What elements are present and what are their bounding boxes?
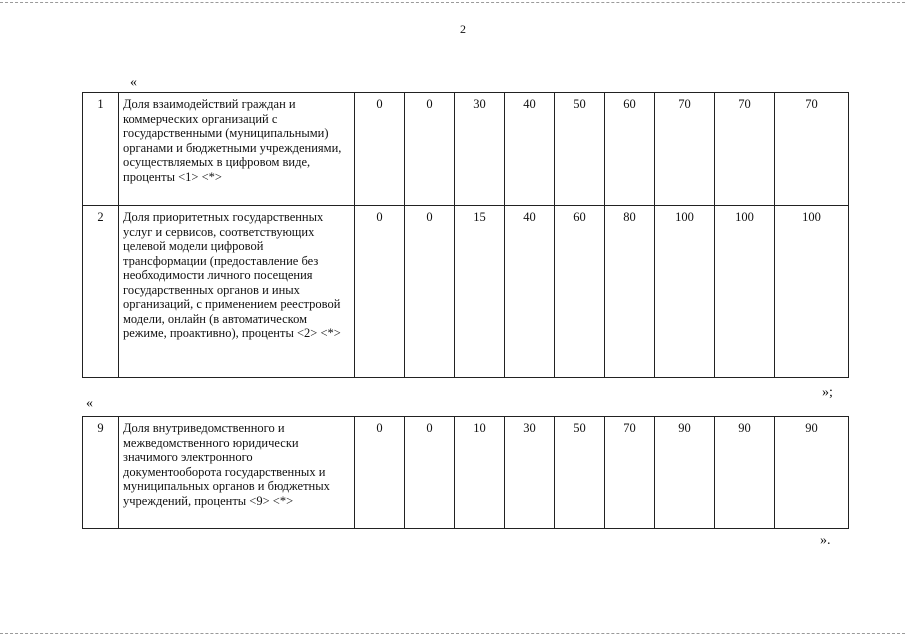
value-cell: 100 (655, 206, 715, 378)
value-cell: 0 (405, 93, 455, 206)
value-cell: 15 (455, 206, 505, 378)
value-cell: 60 (555, 206, 605, 378)
row-number: 9 (83, 417, 119, 529)
value-cell: 60 (605, 93, 655, 206)
value-cell: 70 (775, 93, 849, 206)
value-cell: 80 (605, 206, 655, 378)
row-number: 2 (83, 206, 119, 378)
value-cell: 40 (505, 93, 555, 206)
value-cell: 0 (355, 206, 405, 378)
value-cell: 40 (505, 206, 555, 378)
opening-quote-1: « (130, 75, 137, 90)
indicator-table-1 (82, 92, 849, 378)
value-cell: 0 (355, 417, 405, 529)
table-row (83, 206, 849, 378)
table-row (83, 417, 849, 529)
closing-quote-1: »; (822, 385, 833, 400)
page-number: 2 (460, 22, 466, 36)
value-cell: 70 (715, 93, 775, 206)
value-cell: 30 (455, 93, 505, 206)
value-cell: 50 (555, 417, 605, 529)
value-cell: 30 (505, 417, 555, 529)
closing-quote-2: ». (820, 533, 831, 548)
table-row (83, 93, 849, 206)
value-cell: 70 (655, 93, 715, 206)
scan-top-edge (0, 2, 905, 3)
value-cell: 100 (715, 206, 775, 378)
value-cell: 100 (775, 206, 849, 378)
indicator-table-2 (82, 416, 849, 529)
value-cell: 90 (655, 417, 715, 529)
scan-bottom-edge (0, 633, 905, 634)
value-cell: 90 (775, 417, 849, 529)
value-cell: 10 (455, 417, 505, 529)
row-number: 1 (83, 93, 119, 206)
indicator-description: Доля приоритетных государственных услуг и сервисов, соответствующих целевой модели цифровой трансформации (предоставление без необходимости личного посещения государственных органов и иных организаций, с применением реестровой модели, онлайн (в автоматическом режиме, проактивно), проценты <2> <*> (119, 206, 355, 378)
opening-quote-2: « (86, 396, 93, 411)
value-cell: 90 (715, 417, 775, 529)
value-cell: 0 (405, 206, 455, 378)
value-cell: 0 (405, 417, 455, 529)
value-cell: 70 (605, 417, 655, 529)
value-cell: 50 (555, 93, 605, 206)
value-cell: 0 (355, 93, 405, 206)
indicator-description: Доля взаимодействий граждан и коммерческих организаций с государственными (муниципальными) органами и бюджетными учреждениями, осуществляемых в цифровом виде, проценты <1> <*> (119, 93, 355, 206)
indicator-description: Доля внутриведомственного и межведомственного юридически значимого электронного документооборота государственных и муниципальных органов и бюджетных учреждений, проценты <9> <*> (119, 417, 355, 529)
